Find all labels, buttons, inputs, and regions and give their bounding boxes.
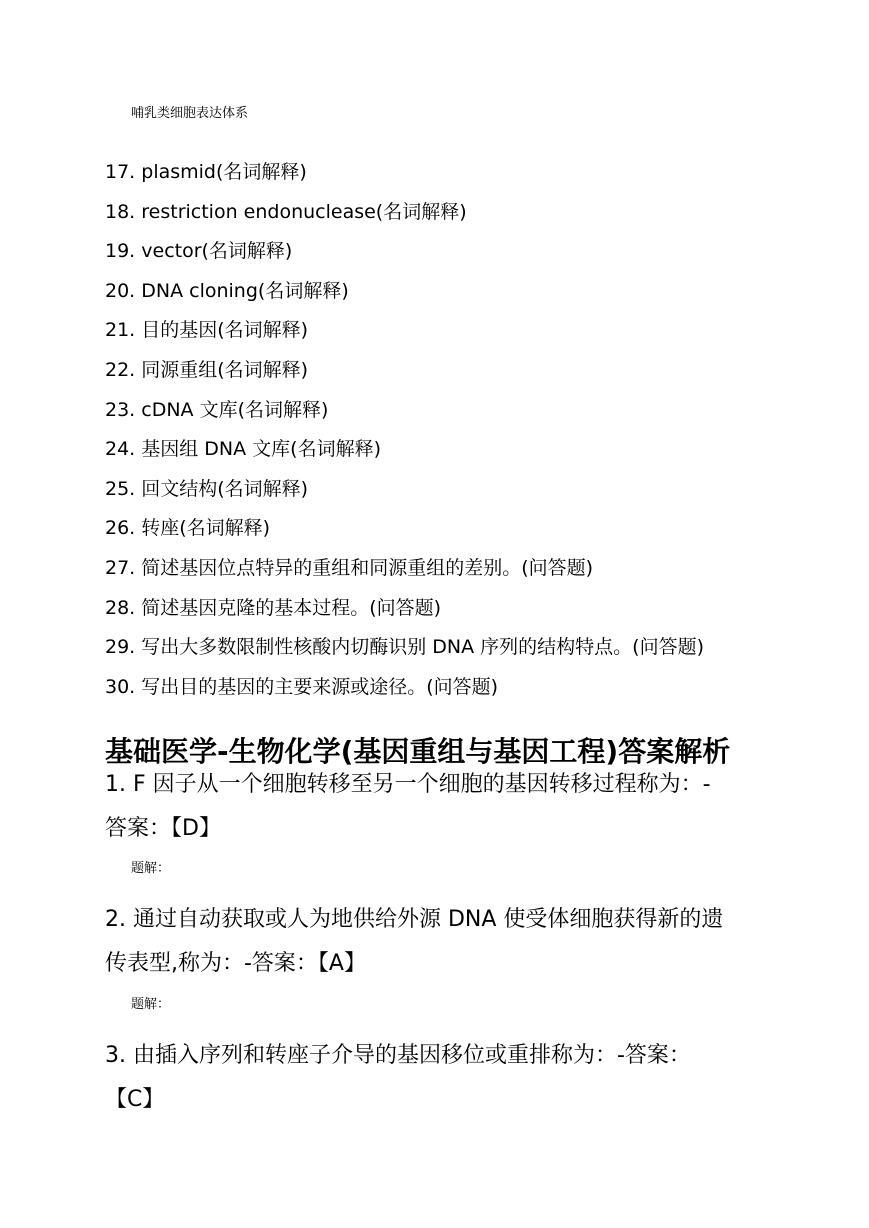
question-list — [105, 159, 704, 713]
list-item: 17. plasmid(名词解释) — [105, 161, 307, 183]
list-item: 20. DNA cloning(名词解释) — [105, 279, 349, 302]
section-title: 基础医学-生物化学(基因重组与基因工程)答案解析 — [105, 735, 731, 768]
answer-explain: 题解： — [131, 997, 171, 1012]
list-item: 18. restriction endonuclease(名词解释) — [105, 200, 467, 223]
list-item: 22. 同源重组(名词解释) — [105, 358, 309, 381]
list-item: 21. 目的基因(名词解释) — [105, 319, 309, 342]
list-item: 24. 基因组 DNA 文库(名词解释) — [105, 438, 382, 461]
list-item: 26. 转座(名词解释) — [105, 517, 271, 540]
answer-item-1 — [105, 763, 765, 851]
answer-question-line: 3. 由插入序列和转座子介导的基因移位或重排称为：-答案： — [105, 1043, 691, 1068]
list-item: 28. 简述基因克隆的基本过程。(问答题) — [105, 596, 442, 619]
answer-item-2 — [105, 898, 765, 986]
list-item: 30. 写出目的基因的主要来源或途径。(问答题) — [105, 675, 499, 698]
answer-question-line: 2. 通过自动获取或人为地供给外源 DNA 使受体细胞获得新的遗 — [105, 907, 724, 932]
list-item: 25. 回文结构(名词解释) — [105, 477, 309, 500]
answer-line: 答案：【D】 — [105, 816, 221, 841]
answer-question-line: 1. F 因子从一个细胞转移至另一个细胞的基因转移过程称为：- — [105, 772, 711, 797]
list-item: 29. 写出大多数限制性核酸内切酶识别 DNA 序列的结构特点。(问答题) — [105, 636, 705, 659]
answer-line: 【C】 — [105, 1087, 165, 1112]
list-item: 23. cDNA 文库(名词解释) — [105, 398, 329, 421]
top-note: 哺乳类细胞表达体系 — [131, 106, 249, 121]
list-item: 27. 简述基因位点特异的重组和同源重组的差别。(问答题) — [105, 556, 594, 579]
answer-item-3 — [105, 1034, 765, 1122]
answer-line: 传表型,称为：-答案：【A】 — [105, 951, 366, 976]
list-item: 19. vector(名词解释) — [105, 240, 293, 263]
answer-explain: 题解： — [131, 861, 171, 876]
